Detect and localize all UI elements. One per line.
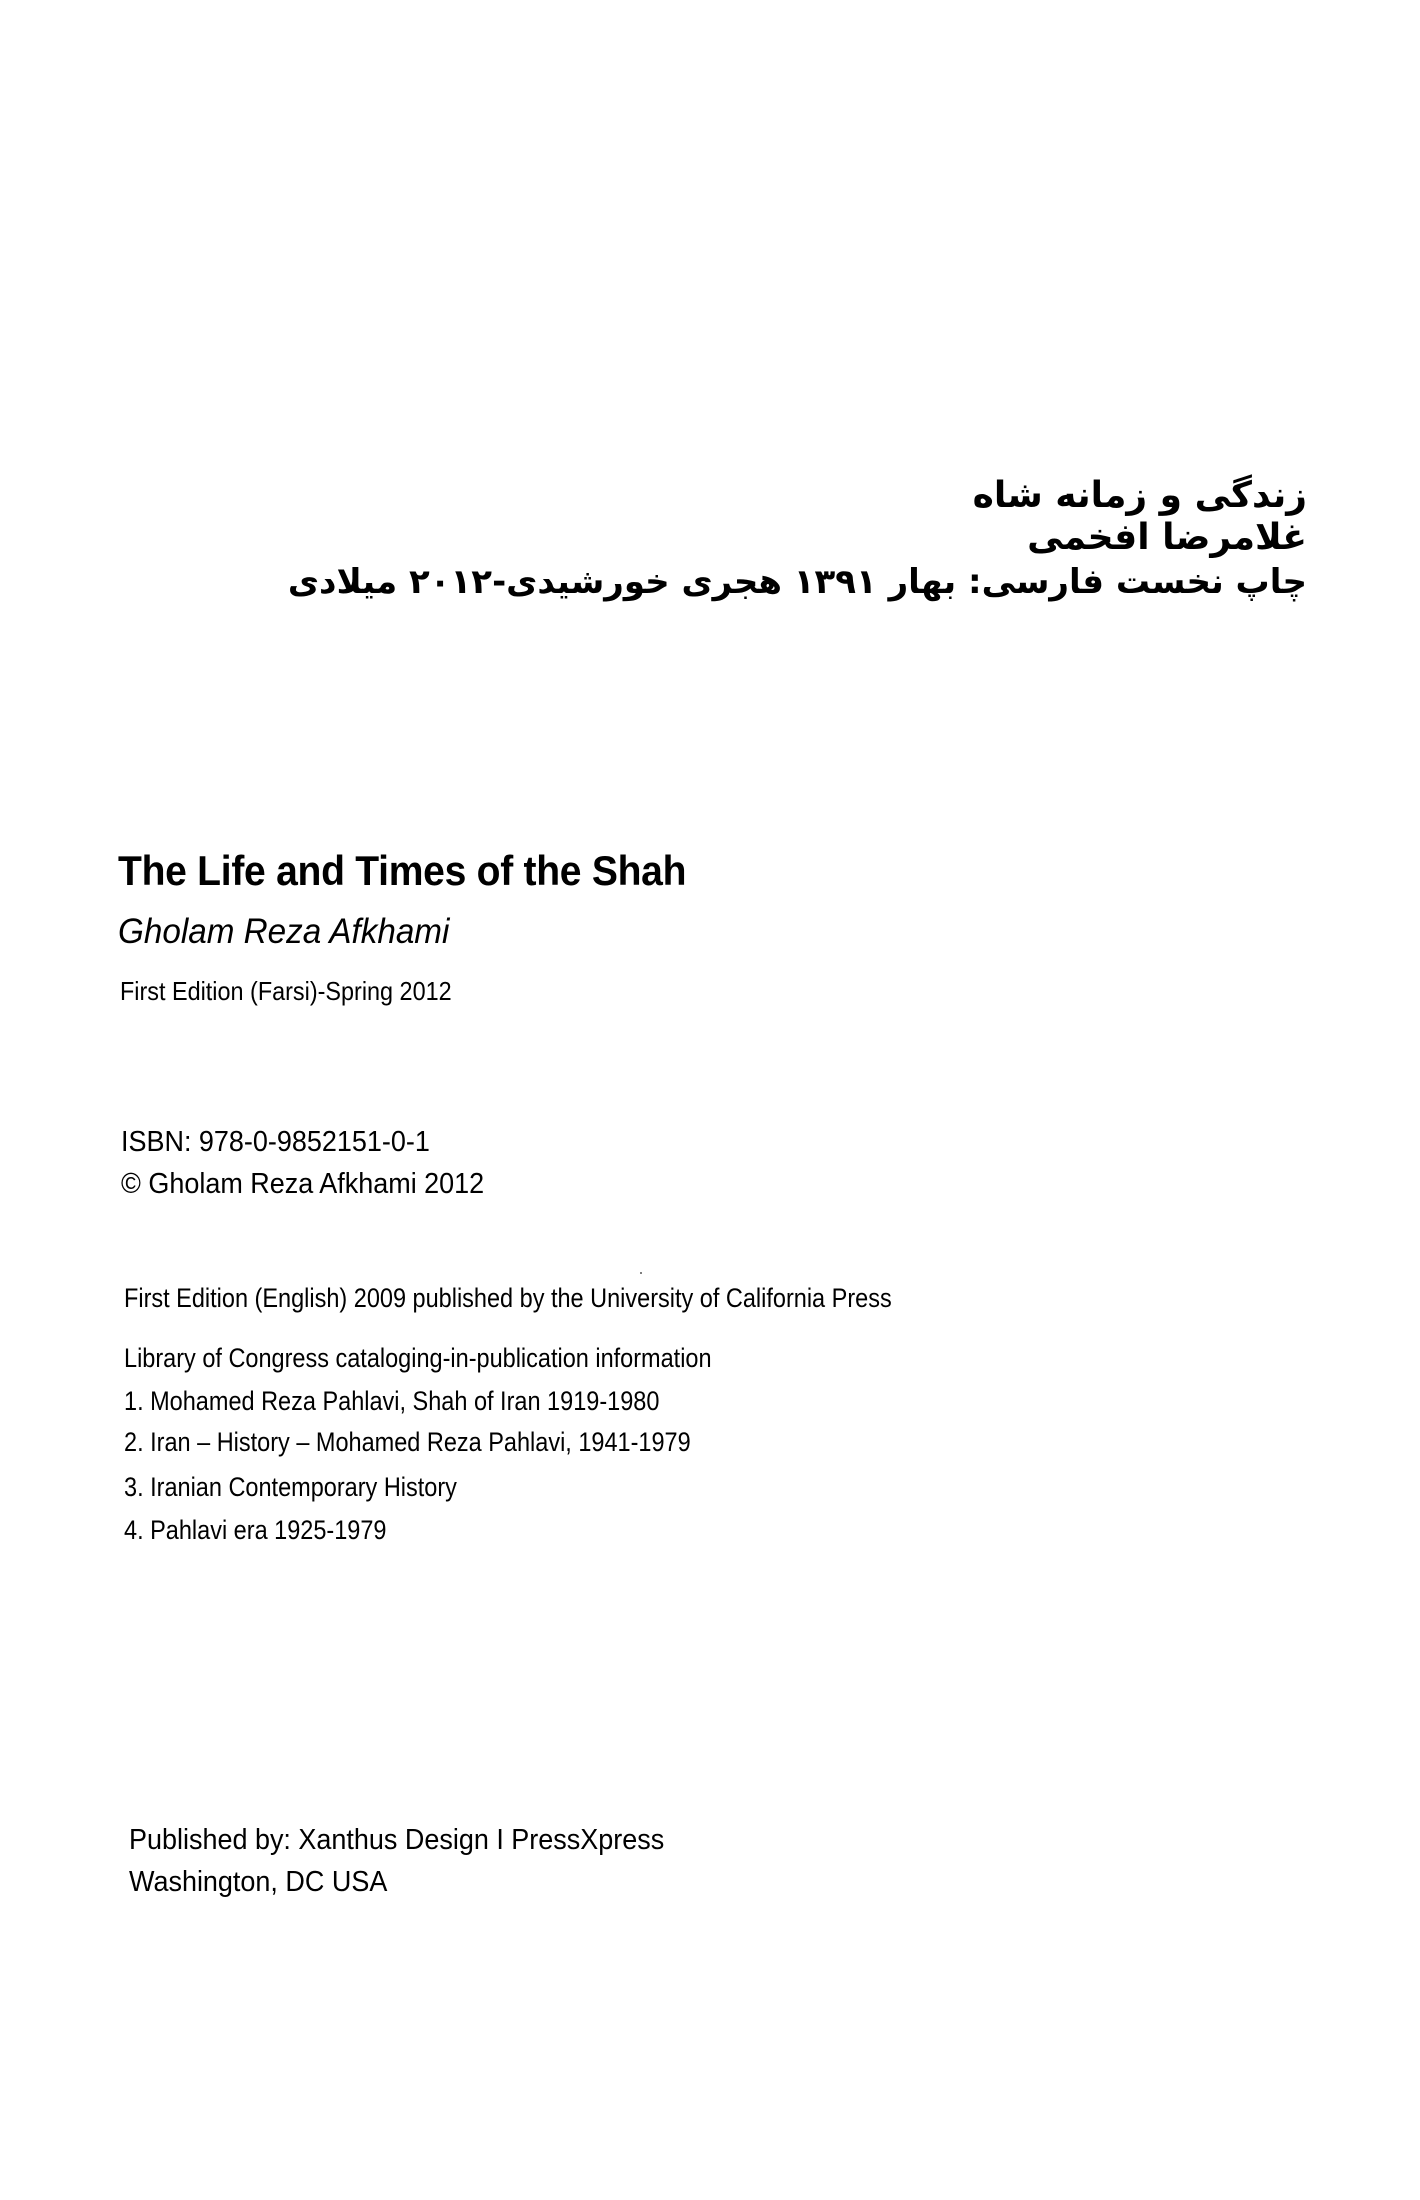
- publisher-location: Washington, DC USA: [129, 1866, 388, 1898]
- cip-item: 4. Pahlavi era 1925-1979: [124, 1515, 387, 1545]
- isbn: ISBN: 978-0-9852151-0-1: [121, 1126, 430, 1158]
- farsi-title: زندگی و زمانه شاه: [972, 475, 1307, 516]
- book-author: Gholam Reza Afkhami: [118, 912, 450, 951]
- edition-line: First Edition (Farsi)-Spring 2012: [120, 976, 452, 1006]
- publisher-name: Published by: Xanthus Design I PressXpress: [129, 1824, 665, 1856]
- book-title: The Life and Times of the Shah: [118, 847, 687, 894]
- cip-item: 3. Iranian Contemporary History: [124, 1472, 457, 1502]
- cip-item: 2. Iran – History – Mohamed Reza Pahlavi, 1941-1979: [124, 1427, 691, 1457]
- copyright-notice: © Gholam Reza Afkhami 2012: [121, 1168, 485, 1200]
- farsi-edition: چاپ نخست فارسی: بهار ۱۳۹۱ هجری خورشیدی-۲۰۱۲ میلادی: [287, 562, 1307, 602]
- scan-speck: [640, 1272, 642, 1274]
- cip-item: 1. Mohamed Reza Pahlavi, Shah of Iran 1919-1980: [124, 1386, 660, 1416]
- cip-heading: Library of Congress cataloging-in-publication information: [124, 1343, 712, 1373]
- farsi-author: غلامرضا افخمی: [1027, 517, 1307, 558]
- english-edition-note: First Edition (English) 2009 published by the University of California Press: [124, 1283, 892, 1313]
